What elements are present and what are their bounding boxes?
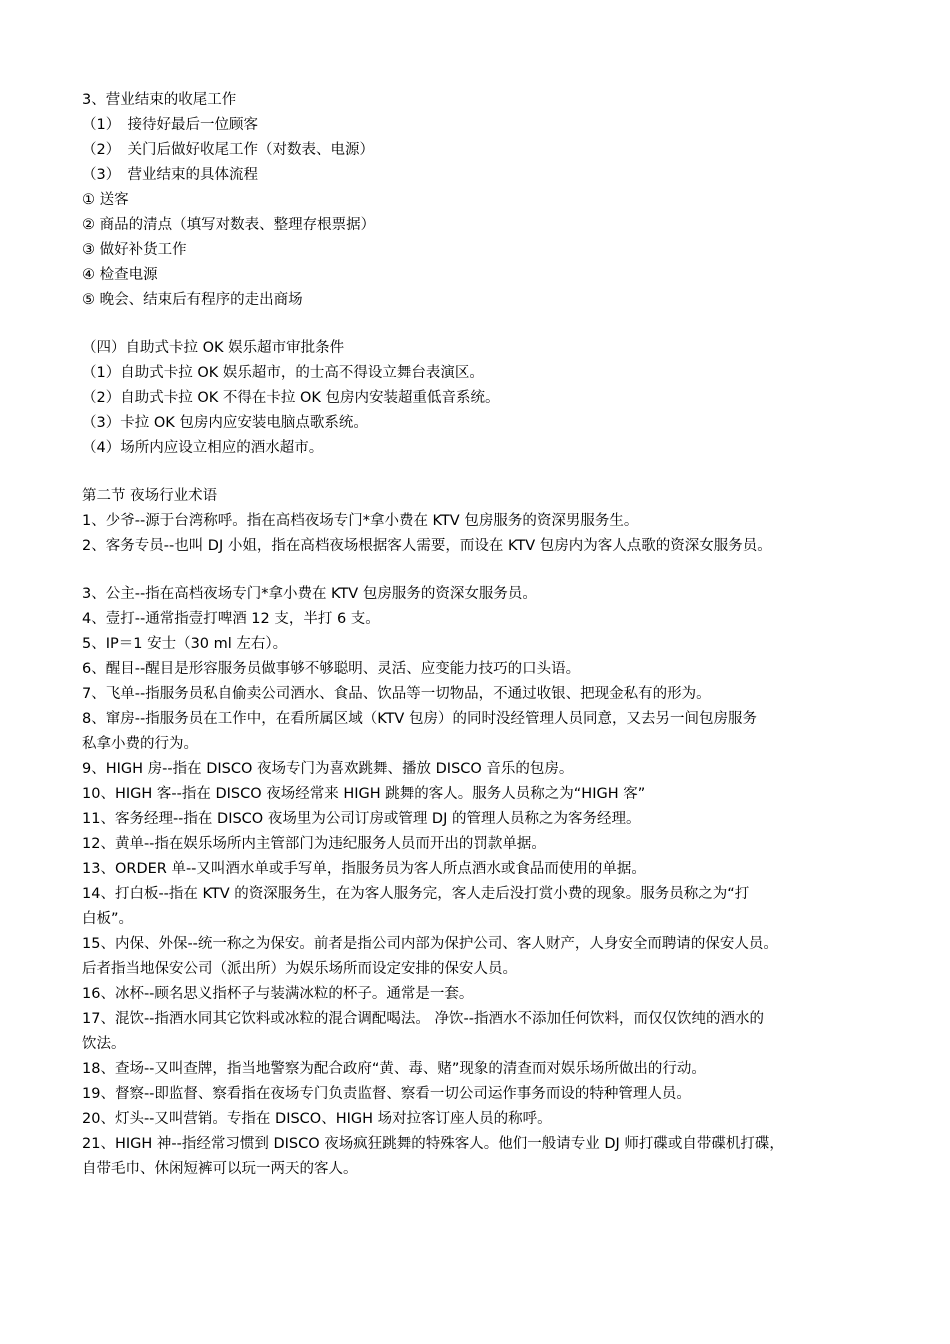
text-line: 16、冰杯--顾名思义指杯子与装满冰粒的杯子。通常是一套。 — [82, 986, 474, 1002]
text-line: （2）自助式卡拉 OK 不得在卡拉 OK 包房内安装超重低音系统。 — [82, 390, 500, 406]
text-line: 饮法。 — [82, 1036, 126, 1052]
text-line: 2、客务专员--也叫 DJ 小姐，指在高档夜场根据客人需要，而设在 KTV 包房内为客人点歌的资深女服务员。 — [82, 538, 772, 554]
text-line: 19、督察--即监督、察看指在夜场专门负责监督、察看一切公司运作事务而设的特种管理人员。 — [82, 1086, 691, 1102]
text-line: 7、飞单--指服务员私自偷卖公司酒水、食品、饮品等一切物品，不通过收银、把现金私有的形为。 — [82, 686, 711, 702]
text-line: ④ 检查电源 — [82, 267, 158, 283]
text-line: （3）卡拉 OK 包房内应安装电脑点歌系统。 — [82, 415, 368, 431]
text-line: 9、HIGH 房--指在 DISCO 夜场专门为喜欢跳舞、播放 DISCO 音乐的包房。 — [82, 761, 574, 777]
text-line: （1）自助式卡拉 OK 娱乐超市，的士高不得设立舞台表演区。 — [82, 365, 484, 381]
text-line: 12、黄单--指在娱乐场所内主管部门为违纪服务人员而开出的罚款单据。 — [82, 836, 546, 852]
text-line: （3） 营业结束的具体流程 — [82, 167, 258, 183]
text-line: 18、查场--又叫查牌，指当地警察为配合政府“黄、毒、赌”现象的清查而对娱乐场所做出的行动。 — [82, 1061, 706, 1077]
text-line: 5、IP＝1 安士（30 ml 左右）。 — [82, 636, 288, 652]
text-line: 14、打白板--指在 KTV 的资深服务生，在为客人服务完，客人走后没打赏小费的现象。服务员称之为“打 — [82, 886, 750, 902]
section-heading-approval-conditions: （四）自助式卡拉 OK 娱乐超市审批条件 — [82, 340, 345, 356]
text-line: 6、醒目--醒目是形容服务员做事够不够聪明、灵活、应变能力技巧的口头语。 — [82, 661, 581, 677]
text-line: ③ 做好补货工作 — [82, 242, 187, 258]
text-line: （4）场所内应设立相应的酒水超市。 — [82, 440, 324, 456]
text-line: 后者指当地保安公司（派出所）为娱乐场所而设定安排的保安人员。 — [82, 961, 517, 977]
text-line: 11、客务经理--指在 DISCO 夜场里为公司订房或管理 DJ 的管理人员称之为客务经理。 — [82, 811, 641, 827]
text-line: 8、窜房--指服务员在工作中，在看所属区域（KTV 包房）的同时没经管理人员同意，又去另一间包房服务 — [82, 711, 757, 727]
text-line: 1、少爷--源于台湾称呼。指在高档夜场专门*拿小费在 KTV 包房服务的资深男服务生。 — [82, 513, 639, 529]
text-line: 白板”。 — [82, 911, 134, 927]
text-line: 13、ORDER 单--又叫酒水单或手写单，指服务员为客人所点酒水或食品而使用的单据。 — [82, 861, 646, 877]
text-line: 私拿小费的行为。 — [82, 736, 198, 752]
text-line: 21、HIGH 神--指经常习惯到 DISCO 夜场疯狂跳舞的特殊客人。他们一般请专业 DJ 师打碟或自带碟机打碟， — [82, 1136, 784, 1152]
text-line: 4、壹打--通常指壹打啤酒 12 支，半打 6 支。 — [82, 611, 380, 627]
text-line: 17、混饮--指酒水同其它饮料或冰粒的混合调配喝法。 净饮--指酒水不添加任何饮料，而仅仅饮纯的酒水的 — [82, 1011, 764, 1027]
text-line: 10、HIGH 客--指在 DISCO 夜场经常来 HIGH 跳舞的客人。服务人员称之为“HIGH 客” — [82, 786, 646, 802]
text-line: （2） 关门后做好收尾工作（对数表、电源） — [82, 142, 374, 158]
text-line: 15、内保、外保--统一称之为保安。前者是指公司内部为保护公司、客人财产，人身安全而聘请的保安人员。 — [82, 936, 778, 952]
section-heading-industry-terms: 第二节 夜场行业术语 — [82, 488, 218, 504]
text-line: 20、灯头--又叫营销。专指在 DISCO、HIGH 场对拉客订座人员的称呼。 — [82, 1111, 552, 1127]
section-heading-closing-work: 3、营业结束的收尾工作 — [82, 92, 237, 108]
text-line: ② 商品的清点（填写对数表、整理存根票据） — [82, 217, 376, 233]
text-line: ① 送客 — [82, 192, 129, 208]
text-line: 3、公主--指在高档夜场专门*拿小费在 KTV 包房服务的资深女服务员。 — [82, 586, 537, 602]
text-line: 自带毛巾、休闲短裤可以玩一两天的客人。 — [82, 1161, 358, 1177]
text-line: ⑤ 晚会、结束后有程序的走出商场 — [82, 292, 303, 308]
text-line: （1） 接待好最后一位顾客 — [82, 117, 258, 133]
